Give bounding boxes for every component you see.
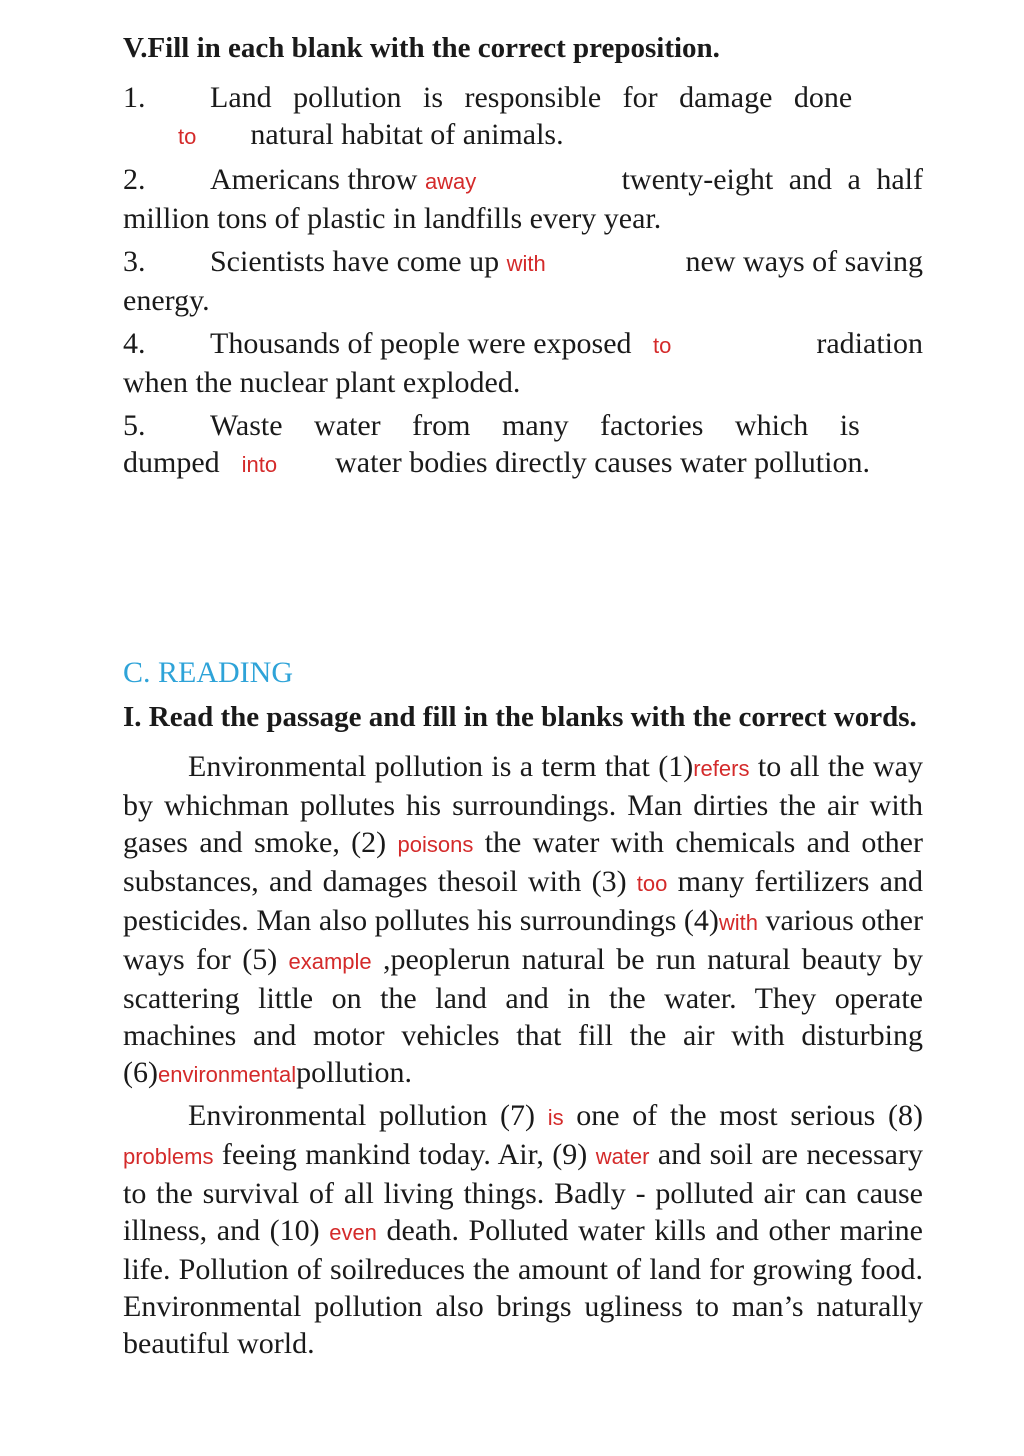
passage-text: one of the most serious (8) (563, 1099, 923, 1132)
question-text: Scientists have come up (210, 245, 500, 278)
passage-text: to all the way by whichman pollutes his surroundings. Man dirties the air with gases and smoke, (2) (123, 750, 923, 859)
answer-5: into (241, 452, 278, 477)
passage-text: Environmental pollution (7) (188, 1099, 548, 1132)
answer-blank-3: too (636, 871, 668, 896)
worksheet-page (123, 30, 923, 1362)
answer-4: to (653, 333, 672, 358)
question-1 (123, 79, 923, 155)
question-5 (123, 407, 923, 483)
passage-text: many fertilizers and pesticides. Man also pollutes his surroundings (4) (123, 865, 923, 937)
answer-blank-2: poisons (397, 832, 474, 857)
passage-paragraph-2 (123, 1097, 923, 1362)
question-3 (123, 243, 923, 319)
question-text: radiation (816, 327, 923, 360)
passage-text: various other ways for (5) (123, 904, 923, 976)
passage-paragraph-1 (123, 748, 923, 1093)
question-text: energy. (123, 284, 210, 317)
answer-1: to (178, 124, 197, 149)
question-text: natural habitat of animals. (250, 118, 564, 151)
question-text: new ways of saving (685, 245, 923, 278)
question-text: Thousands of people were exposed (210, 327, 632, 360)
question-text: twenty-eight and a half (621, 163, 923, 196)
question-text: Waste water from many factories which is (210, 409, 860, 442)
answer-blank-9: water (595, 1144, 650, 1169)
passage-text: Environmental pollution is a term that (1) (188, 750, 694, 783)
question-text: Americans throw (210, 163, 418, 196)
section-c-title: C. READING (123, 656, 293, 689)
answer-blank-4: with (718, 910, 758, 935)
answer-blank-8: problems (123, 1144, 214, 1169)
question-number: 2. (123, 163, 146, 196)
question-number: 5. (123, 409, 146, 442)
question-number: 3. (123, 245, 146, 278)
question-number: 1. (123, 81, 146, 114)
answer-blank-10: even (329, 1220, 377, 1245)
answer-blank-7: is (547, 1105, 564, 1130)
answer-blank-5: example (288, 949, 372, 974)
question-text: million tons of plastic in landfills every year. (123, 202, 662, 235)
question-2 (123, 161, 923, 237)
question-text: water bodies directly causes water pollution. (335, 446, 870, 479)
reading-instruction: I. Read the passage and fill in the blanks with the correct words. (123, 701, 917, 733)
question-text: when the nuclear plant exploded. (123, 366, 521, 399)
question-text: Land pollution is responsible for damage done (210, 81, 853, 114)
passage-text: the water with chemicals and other substances, and damages thesoil with (3) (123, 826, 923, 898)
passage-text: pollution. (296, 1056, 413, 1089)
exercise-v-heading: V.Fill in each blank with the correct preposition. (123, 32, 720, 64)
passage-text: death. Polluted water kills and other marine life. Pollution of soilreduces the amount of land for growing food. Environmental pollution also brings ugliness to man’s naturally beautiful world. (123, 1214, 923, 1360)
answer-3: with (506, 251, 546, 276)
answer-blank-1: refers (693, 756, 750, 781)
answer-2: away (424, 169, 477, 194)
answer-blank-6: environmental (157, 1062, 297, 1087)
passage-text: feeing mankind today. Air, (9) (213, 1138, 596, 1171)
passage-text: ,peoplerun natural be run natural beauty by scattering little on the land and in the water. They operate machines and motor vehicles that fill the air with disturbing (6) (123, 943, 924, 1089)
question-number: 4. (123, 327, 146, 360)
question-4 (123, 325, 923, 401)
passage-text: and soil are necessary to the survival of all living things. Badly - polluted air can cause illness, and (10) (123, 1138, 923, 1247)
question-text: dumped (123, 446, 220, 479)
